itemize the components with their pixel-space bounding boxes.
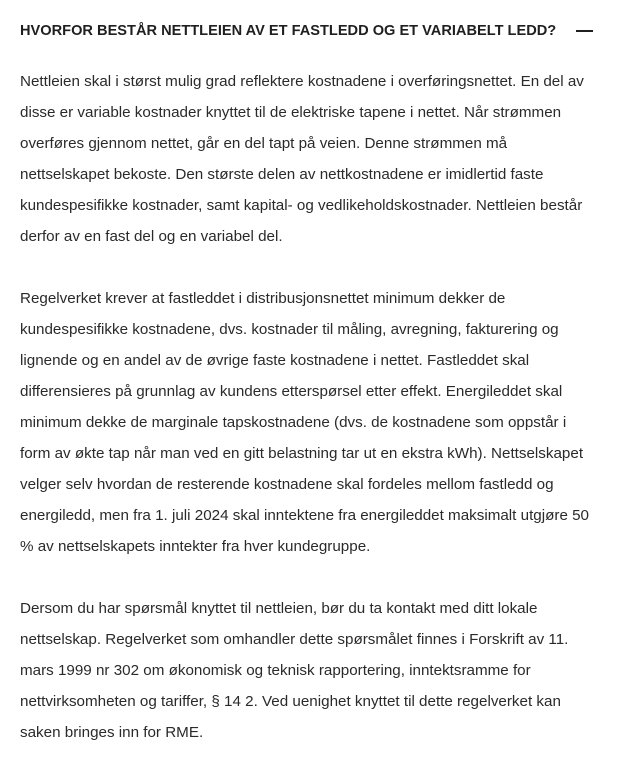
faq-question-header[interactable] [0, 0, 617, 62]
minus-icon[interactable] [576, 30, 593, 32]
faq-answer [0, 62, 617, 748]
faq-question-title: HVORFOR BESTÅR NETTLEIEN AV ET FASTLEDD OG ET VARIABELT LEDD? [20, 23, 557, 39]
answer-paragraph-1: Nettleien skal i størst mulig grad reflektere kostnadene i overføringsnettet. En del av disse er variable kostnader knyttet til de elektriske tapene i nettet. Når strømmen overføres gjennom nettet, går en del tapt på veien. Denne strømmen må nettselskapet bekoste. Den største delen av nettkostnadene er imidlertid faste kundespesifikke kostnader, samt kapital- og vedlikeholdskostnader. Nettleien består derfor av en fast del og en variabel del. [20, 73, 584, 245]
answer-paragraph-3: Dersom du har spørsmål knyttet til nettleien, bør du ta kontakt med ditt lokale nettselskap. Regelverket som omhandler dette spørsmålet finnes i Forskrift av 11. mars 1999 nr 302 om økonomisk og teknisk rapportering, inntektsramme for nettvirksomheten og tariffer, § 14 2. Ved uenighet knyttet til dette regelverket kan saken bringes inn for RME. [20, 600, 569, 741]
answer-paragraph-2: Regelverket krever at fastleddet i distribusjonsnettet minimum dekker de kundespesifikke kostnadene, dvs. kostnader til måling, avregning, fakturering og lignende og en andel av de øvrige faste kostnadene i nettet. Fastleddet skal differensieres på grunnlag av kundens etterspørsel etter effekt. Energileddet skal minimum dekke de marginale tapskostnadene (dvs. de kostnadene som oppstår i form av økte tap når man ved en gitt belastning tar ut en ekstra kWh). Nettselskapet velger selv hvordan de resterende kostnadene skal fordeles mellom fastledd og energiledd, men fra 1. juli 2024 skal inntektene fra energileddet maksimalt utgjøre 50 % av nettselskapets inntekter fra hver kundegruppe. [20, 290, 590, 555]
